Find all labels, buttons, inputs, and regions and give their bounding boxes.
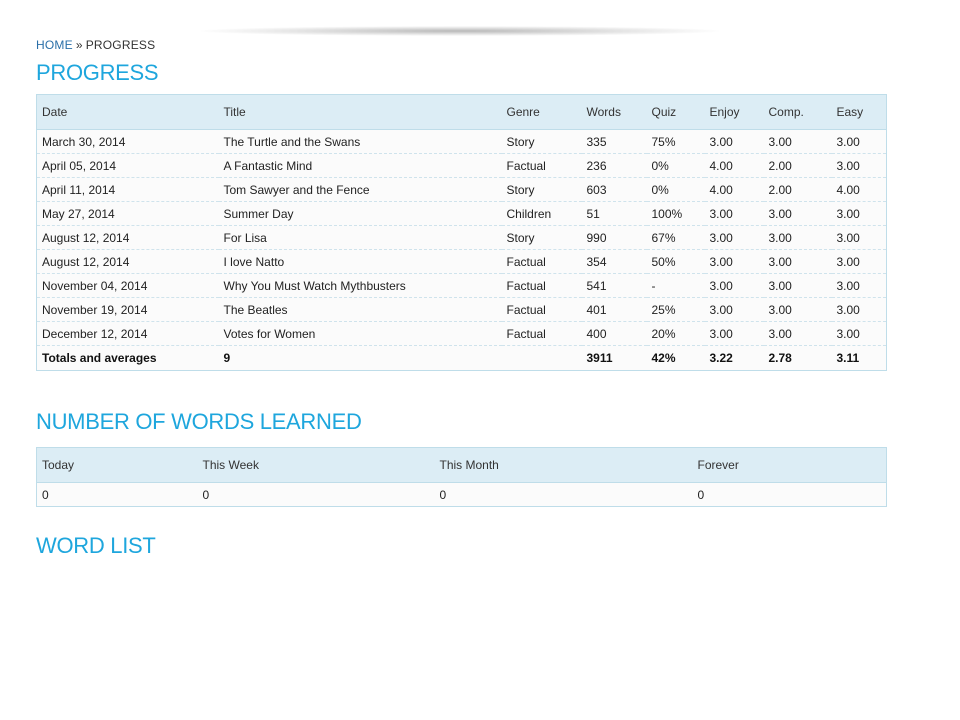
progress-header-row: [37, 95, 887, 130]
cell-easy: 3.00: [832, 274, 887, 298]
column-header-easy: Easy: [832, 95, 887, 130]
table-row: [37, 226, 887, 250]
cell-title: The Beatles: [219, 298, 502, 322]
column-header-comp: Comp.: [764, 95, 832, 130]
cell-words: 51: [582, 202, 647, 226]
cell-title: I love Natto: [219, 250, 502, 274]
totals-row: [37, 346, 887, 371]
cell-genre: Story: [502, 130, 582, 154]
table-row: [37, 298, 887, 322]
cell-enjoy: 3.00: [705, 298, 764, 322]
cell-words: 401: [582, 298, 647, 322]
cell-quiz: 0%: [647, 154, 705, 178]
cell-title: Tom Sawyer and the Fence: [219, 178, 502, 202]
section-spacer: [36, 371, 886, 407]
cell-enjoy: 3.00: [705, 250, 764, 274]
cell-genre: Factual: [502, 298, 582, 322]
breadcrumb-separator: »: [75, 38, 83, 52]
cell-quiz: 25%: [647, 298, 705, 322]
cell-genre: Children: [502, 202, 582, 226]
cell-date: November 04, 2014: [37, 274, 219, 298]
cell-genre: Factual: [502, 154, 582, 178]
cell-date: December 12, 2014: [37, 322, 219, 346]
totals-label: Totals and averages: [37, 346, 219, 371]
breadcrumb: [36, 38, 886, 54]
cell-words: 400: [582, 322, 647, 346]
cell-easy: 3.00: [832, 250, 887, 274]
cell-comp: 2.00: [764, 178, 832, 202]
cell-easy: 4.00: [832, 178, 887, 202]
top-shadow-decoration: [200, 26, 720, 36]
cell-title: Why You Must Watch Mythbusters: [219, 274, 502, 298]
cell-title: Summer Day: [219, 202, 502, 226]
cell-date: August 12, 2014: [37, 226, 219, 250]
cell-date: April 05, 2014: [37, 154, 219, 178]
totals-easy: 3.11: [832, 346, 887, 371]
column-header-enjoy: Enjoy: [705, 95, 764, 130]
column-header-this-month: This Month: [435, 448, 693, 483]
cell-easy: 3.00: [832, 202, 887, 226]
cell-comp: 3.00: [764, 226, 832, 250]
cell-quiz: 20%: [647, 322, 705, 346]
cell-enjoy: 3.00: [705, 226, 764, 250]
cell-date: April 11, 2014: [37, 178, 219, 202]
cell-title: Votes for Women: [219, 322, 502, 346]
cell-easy: 3.00: [832, 130, 887, 154]
cell-words: 354: [582, 250, 647, 274]
table-row: [37, 250, 887, 274]
cell-title: The Turtle and the Swans: [219, 130, 502, 154]
table-row: [37, 130, 887, 154]
cell-enjoy: 4.00: [705, 178, 764, 202]
column-header-forever: Forever: [693, 448, 887, 483]
cell-date: August 12, 2014: [37, 250, 219, 274]
cell-enjoy: 3.00: [705, 130, 764, 154]
cell-genre: Story: [502, 226, 582, 250]
cell-comp: 3.00: [764, 298, 832, 322]
cell-comp: 3.00: [764, 274, 832, 298]
cell-enjoy: 3.00: [705, 322, 764, 346]
cell-quiz: 0%: [647, 178, 705, 202]
cell-forever: 0: [693, 483, 887, 507]
cell-today: 0: [37, 483, 198, 507]
cell-easy: 3.00: [832, 298, 887, 322]
table-row: [37, 483, 887, 507]
table-row: [37, 274, 887, 298]
cell-quiz: 67%: [647, 226, 705, 250]
cell-words: 603: [582, 178, 647, 202]
cell-easy: 3.00: [832, 154, 887, 178]
cell-quiz: -: [647, 274, 705, 298]
cell-genre: Story: [502, 178, 582, 202]
cell-enjoy: 3.00: [705, 202, 764, 226]
breadcrumb-home-link[interactable]: HOME: [36, 38, 73, 52]
cell-words: 541: [582, 274, 647, 298]
cell-this-month: 0: [435, 483, 693, 507]
cell-date: March 30, 2014: [37, 130, 219, 154]
totals-genre: [502, 346, 582, 371]
cell-comp: 3.00: [764, 202, 832, 226]
cell-quiz: 50%: [647, 250, 705, 274]
totals-count: 9: [219, 346, 502, 371]
cell-this-week: 0: [198, 483, 435, 507]
words-learned-table: [36, 447, 887, 507]
cell-easy: 3.00: [832, 226, 887, 250]
cell-genre: Factual: [502, 250, 582, 274]
progress-rows: [37, 130, 887, 346]
cell-title: A Fantastic Mind: [219, 154, 502, 178]
cell-words: 236: [582, 154, 647, 178]
page-content: [36, 38, 886, 571]
totals-words: 3911: [582, 346, 647, 371]
cell-genre: Factual: [502, 322, 582, 346]
cell-quiz: 75%: [647, 130, 705, 154]
column-header-title: Title: [219, 95, 502, 130]
breadcrumb-current: PROGRESS: [85, 38, 156, 52]
cell-easy: 3.00: [832, 322, 887, 346]
column-header-date: Date: [37, 95, 219, 130]
table-row: [37, 202, 887, 226]
cell-comp: 3.00: [764, 250, 832, 274]
cell-comp: 3.00: [764, 322, 832, 346]
column-header-quiz: Quiz: [647, 95, 705, 130]
cell-words: 335: [582, 130, 647, 154]
cell-quiz: 100%: [647, 202, 705, 226]
cell-date: May 27, 2014: [37, 202, 219, 226]
cell-date: November 19, 2014: [37, 298, 219, 322]
section-spacer: [36, 507, 886, 531]
progress-title: PROGRESS: [36, 60, 159, 85]
cell-enjoy: 4.00: [705, 154, 764, 178]
column-header-this-week: This Week: [198, 448, 435, 483]
totals-comp: 2.78: [764, 346, 832, 371]
column-header-words: Words: [582, 95, 647, 130]
progress-table: [36, 94, 887, 371]
table-row: [37, 178, 887, 202]
totals-enjoy: 3.22: [705, 346, 764, 371]
word-list-title: WORD LIST: [36, 533, 156, 558]
words-learned-title: NUMBER OF WORDS LEARNED: [36, 409, 362, 434]
column-header-today: Today: [37, 448, 198, 483]
cell-comp: 2.00: [764, 154, 832, 178]
cell-words: 990: [582, 226, 647, 250]
cell-enjoy: 3.00: [705, 274, 764, 298]
words-learned-header-row: [37, 448, 887, 483]
cell-genre: Factual: [502, 274, 582, 298]
cell-comp: 3.00: [764, 130, 832, 154]
table-row: [37, 154, 887, 178]
column-header-genre: Genre: [502, 95, 582, 130]
cell-title: For Lisa: [219, 226, 502, 250]
totals-quiz: 42%: [647, 346, 705, 371]
table-row: [37, 322, 887, 346]
